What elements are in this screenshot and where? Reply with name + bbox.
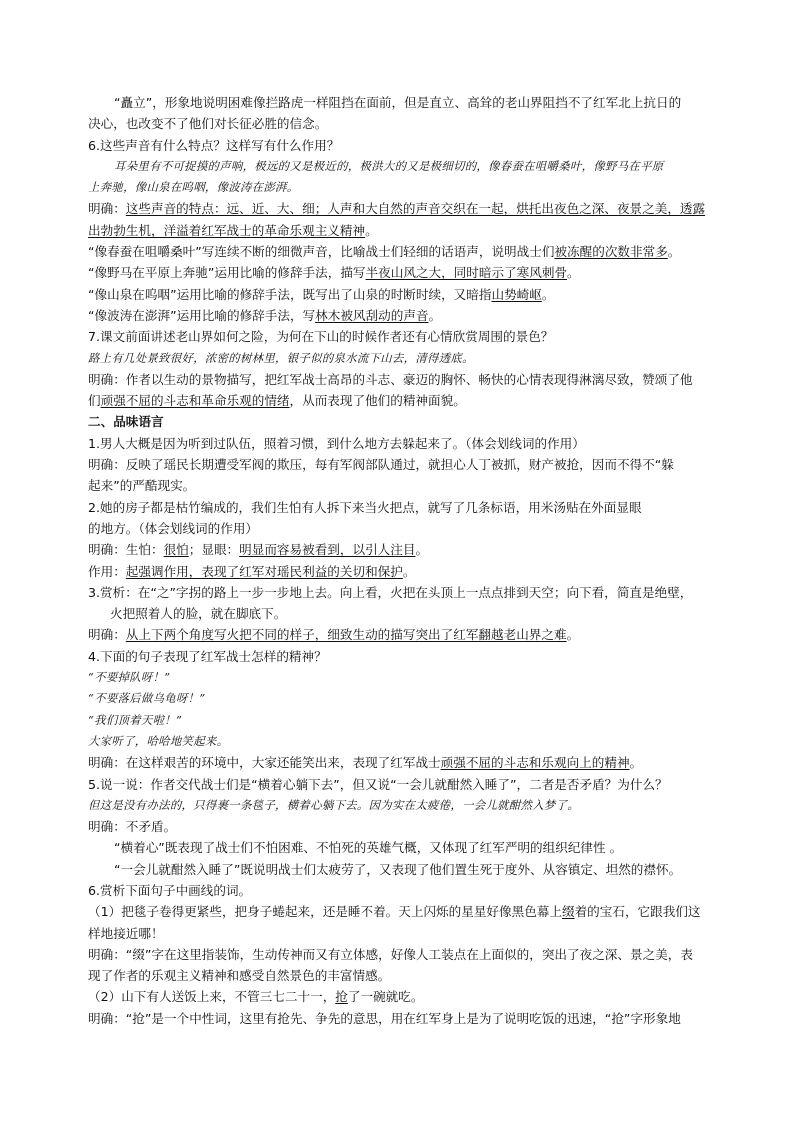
text-span: 的地方。（体会划线词的作用） — [88, 520, 259, 536]
text-span: 明确：“抢”是一个中性词，这里有抢先、争先的意思，用在红军身上是为了说明吃饭的迅速，“抢”字形象地 — [88, 1010, 681, 1026]
text-span: 1.男人大概是因为听到过队伍，照着习惯，到什么地方去躲起来了。（体会划线词的作用） — [88, 435, 585, 451]
text-line-44 — [88, 1008, 738, 1029]
text-span: 作用： — [88, 563, 126, 579]
text-line-4 — [88, 156, 738, 177]
text-span: 起来”的严酷现实。 — [88, 478, 196, 494]
underlined-text: 明显而容易被看到，以引人注目 — [239, 542, 416, 558]
text-line-36 — [88, 837, 738, 858]
text-span: 了一碗就吃。 — [347, 989, 424, 1005]
text-line-17 — [88, 433, 738, 454]
text-line-27 — [88, 646, 738, 667]
text-span: 。 — [567, 265, 580, 281]
text-span: 。 — [428, 307, 442, 323]
text-line-31 — [88, 731, 738, 752]
text-line-5 — [88, 177, 738, 198]
underlined-text: 被冻醒的次数非常多 — [554, 244, 668, 260]
underlined-text: 缀 — [561, 904, 575, 920]
underlined-text: 从上下两个角度写火把不同的样子，细致生动的描写突出了红军翻越老山界之难 — [125, 627, 567, 643]
text-line-10 — [88, 284, 738, 305]
text-span: 路上有几处景致很好，浓密的树林里，银子似的泉水流下山去，清得透底。 — [88, 350, 474, 365]
text-span: 5.说一说：作者交代战士们是“横着心躺下去”，但又说“一会儿就酣然入睡了”，二者是否矛盾？为什么？ — [88, 776, 668, 792]
text-span: 6.赏析下面句子中画线的词。 — [88, 882, 252, 898]
text-span: “我们顶着天啦！” — [88, 712, 183, 727]
text-line-3 — [88, 135, 738, 156]
text-line-11 — [88, 305, 738, 326]
text-span: 火把照着人的脸，就在脚底下。 — [110, 606, 287, 622]
text-span: 耳朵里有不可捉摸的声响，极远的又是极近的，极洪大的又是极细切的，像春蚕在咀嚼桑叶，像野马在平原 — [114, 158, 664, 173]
text-line-16 — [88, 411, 738, 432]
text-span: 明确：不矛盾。 — [88, 819, 177, 835]
text-line-42 — [88, 965, 738, 986]
text-span: “不要掉队呀！” — [88, 670, 171, 685]
text-span: ，从而表现了他们的精神面貌。 — [289, 393, 466, 409]
text-span: 上奔驰，像山泉在呜咽，像波涛在澎湃。 — [88, 180, 299, 195]
text-line-14 — [88, 369, 738, 390]
text-line-39 — [88, 901, 738, 922]
underlined-text: 半夜山风之大，同时暗示了寒风刺骨 — [365, 265, 568, 281]
text-span: 二、品味语言 — [88, 414, 164, 430]
text-line-21 — [88, 518, 738, 539]
text-line-38 — [88, 880, 738, 901]
text-line-1 — [88, 92, 738, 113]
text-line-13 — [88, 348, 738, 369]
text-span: ；显眼： — [188, 542, 240, 558]
text-span: “像山泉在呜咽”运用比喻的修辞手法，既写出了山泉的时断时续，又暗指 — [88, 286, 492, 302]
text-span: “横着心”既表现了战士们不怕困难、不怕死的英雄气概，又体现了红军严明的组织纪律性 。 — [114, 840, 623, 856]
text-line-9 — [88, 262, 738, 283]
underlined-text: 起强调作用，表现了红军对瑶民利益的关切和保护 — [125, 563, 403, 579]
underlined-text: 林木被风刮动的声音 — [315, 307, 429, 323]
text-span: 6.这些声音有什么特点？这样写有什么作用？ — [88, 137, 340, 153]
text-span: 4.下面的句子表现了红军战士怎样的精神？ — [88, 648, 327, 664]
text-line-35 — [88, 816, 738, 837]
text-line-33 — [88, 774, 738, 795]
text-line-18 — [88, 454, 738, 475]
text-line-22 — [88, 539, 738, 560]
text-span: 大家听了，哈哈地笑起来。 — [88, 733, 229, 748]
text-line-26 — [88, 624, 738, 645]
text-span: 。 — [402, 563, 416, 579]
text-line-8 — [88, 241, 738, 262]
underlined-text: 抢 — [335, 989, 348, 1005]
text-span: 明确：作者以生动的景物描写，把红军战士高昂的斗志、豪迈的胸怀、畅快的心情表现得淋漓尽致，赞颂了他 — [88, 371, 693, 387]
text-line-19 — [88, 475, 738, 496]
text-line-29 — [88, 688, 738, 709]
text-span: 现了作者的乐观主义精神和感受自然景色的丰富情感。 — [88, 968, 391, 984]
text-span: 明确： — [88, 201, 126, 217]
text-span: 2.她的房子都是枯竹编成的，我们生怕有人拆下来当火把点，就写了几条标语，用米汤贴在外面显眼 — [88, 499, 642, 515]
text-span: 明确： — [88, 627, 126, 643]
text-span: 明确：在这样艰苦的环境中，大家还能笑出来，表现了红军战士 — [88, 755, 441, 771]
document-page — [88, 92, 738, 1029]
underlined-text: 这些声音的特点：远、近、大、细；人声和大自然的声音交织在一起，烘托出夜色之深、夜景之美，透露 — [125, 201, 706, 217]
text-line-6 — [88, 198, 738, 219]
text-line-23 — [88, 561, 738, 582]
text-span: 。 — [541, 286, 555, 302]
text-span: 着的宝石，它跟我们这 — [574, 904, 701, 920]
text-span: “一会儿就酣然入睡了”既说明战士们太疲劳了，又表现了他们置生死于度外、从容镇定、坦然的襟怀。 — [114, 861, 682, 877]
text-span: “像波涛在澎湃”运用比喻的修辞手法，写 — [88, 307, 316, 323]
text-line-20 — [88, 497, 738, 518]
text-line-34 — [88, 795, 738, 816]
text-span: 。 — [415, 542, 429, 558]
text-line-28 — [88, 667, 738, 688]
text-span: 。 — [629, 755, 643, 771]
text-line-30 — [88, 710, 738, 731]
text-line-15 — [88, 390, 738, 411]
text-line-43 — [88, 986, 738, 1007]
text-span: “像野马在平原上奔驰”运用比喻的修辞手法，描写 — [88, 265, 366, 281]
underlined-text: 出勃勃生机，洋溢着红军战士的革命乐观主义精神 — [88, 222, 366, 238]
text-line-2 — [88, 113, 738, 134]
text-span: 明确：“缀”字在这里指装饰，生动传神而又有立体感，好像人工装点在上面似的，突出了夜之深、景之美，表 — [88, 946, 693, 962]
text-span: （2）山下有人送饭上来，不管三七二十一， — [88, 989, 336, 1005]
text-span: 3.赏析：在“之”字拐的路上一步一步地上去。向上看，火把在头顶上一点点排到天空；向下看，简直是绝壁， — [88, 584, 693, 600]
text-span: “不要落后做乌龟呀！” — [88, 691, 206, 706]
text-span: 样地接近哪！ — [88, 925, 164, 941]
text-line-25 — [88, 603, 738, 624]
text-span: 们 — [88, 393, 101, 409]
text-line-7 — [88, 220, 738, 241]
text-line-24 — [88, 582, 738, 603]
text-line-40 — [88, 923, 738, 944]
text-span: （1）把毯子卷得更紧些，把身子蜷起来，还是睡不着。天上闪烁的星星好像黑色幕上 — [88, 904, 562, 920]
text-line-41 — [88, 944, 738, 965]
text-span: 7.课文前面讲述老山界如何之险，为何在下山的时候作者还有心情欣赏周围的景色？ — [88, 329, 554, 345]
underlined-text: 顽强不屈的斗志和革命乐观的情绪 — [100, 393, 290, 409]
text-span: 决心，也改变不了他们对长征必胜的信念。 — [88, 116, 328, 132]
text-span: 但这是没有办法的，只得裹一条毯子，横着心躺下去。因为实在太疲倦，一会儿就酣然入梦了。 — [88, 797, 580, 812]
text-line-37 — [88, 859, 738, 880]
text-span: “矗立”，形象地说明困难像拦路虎一样阻挡在面前，但是直立、高耸的老山界阻挡不了红军北上抗日的 — [114, 95, 682, 110]
underlined-text: 很怕 — [163, 542, 189, 558]
text-span: “像春蚕在咀嚼桑叶”写连续不断的细微声音，比喻战士们轻细的话语声，说明战士们 — [88, 244, 555, 260]
underlined-text: 山势崎岖 — [491, 286, 542, 302]
text-span: 明确：生怕： — [88, 542, 164, 558]
underlined-text: 顽强不屈的斗志和乐观向上的精神 — [440, 755, 630, 771]
text-span: 。 — [566, 627, 580, 643]
text-span: 。 — [365, 222, 378, 238]
text-line-12 — [88, 326, 738, 347]
text-span: 。 — [667, 244, 681, 260]
text-line-32 — [88, 752, 738, 773]
text-span: 明确：反映了瑶民长期遭受军阀的欺压，每有军阀部队通过，就担心人丁被抓，财产被抢，因而不得不“躲 — [88, 457, 674, 473]
